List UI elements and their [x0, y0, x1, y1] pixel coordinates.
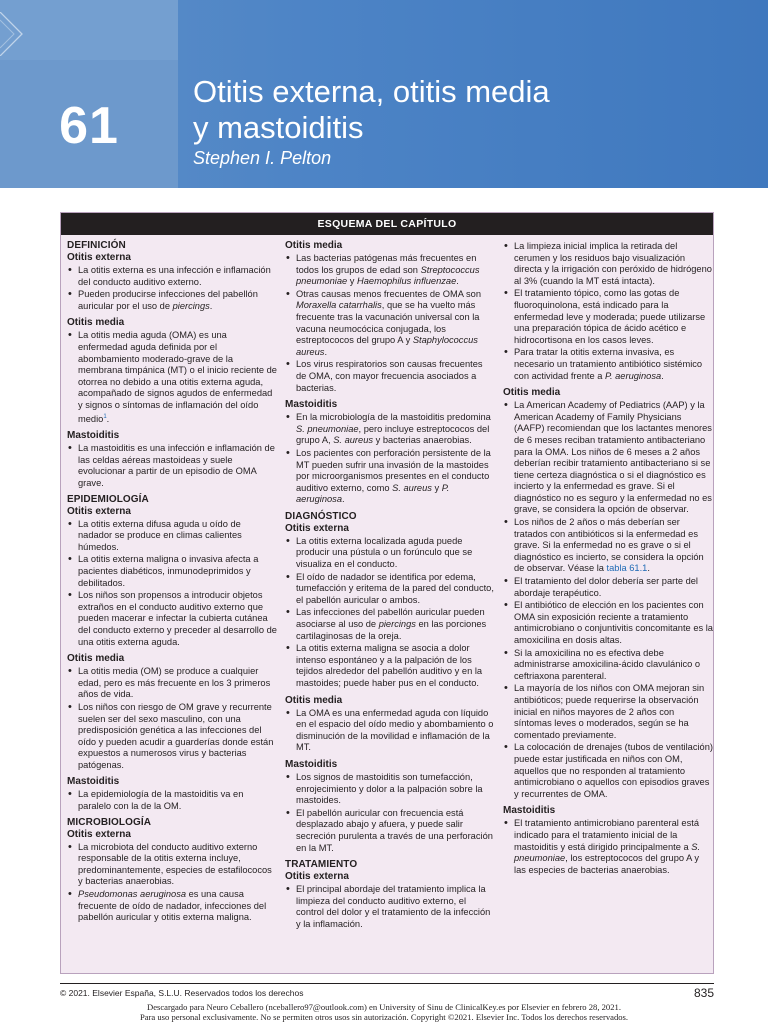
- bullet-text: El tratamiento antimicrobiano parenteral está indicado para el tratamiento inicial de la mastoiditis y está dirigido principalmente a: [514, 818, 700, 852]
- bullet-italic-text: P. aeruginosa: [296, 482, 450, 505]
- bullet-list: [285, 772, 495, 854]
- subheading-otitis-media: Otitis media: [67, 653, 125, 665]
- bullet-text: , pero incluye estreptococos del grupo A,: [296, 423, 490, 446]
- subheading-otitis-externa: Otitis externa: [67, 252, 131, 263]
- bullet-item: • La OMA es una enfermedad aguda con líquido en el espacio del oído medio y abombamiento o disminución de la movilidad e inflamación de la MT.: [285, 708, 495, 754]
- reference-superscript[interactable]: 1: [103, 413, 107, 420]
- bullet-list: [67, 519, 277, 649]
- bullet-text: en las porciones cartilaginosas de la oreja.: [296, 619, 487, 641]
- bullet-list: [67, 265, 277, 312]
- bullet-item: • El oído de nadador se identifica por edema, tumefacción y eritema de la pared del conducto, el pabellón auricular o ambos.: [285, 572, 495, 607]
- bullet-list: [285, 884, 495, 930]
- bullet-item: • Los virus respiratorios son causas frecuentes de OMA, con mayor frecuencia asociados a bacterias.: [285, 359, 495, 394]
- bullet-item: • El antibiótico de elección en los pacientes con OMA sin exposición reciente a tratamiento antimicrobiano o conjuntivitis concomitante es la amoxicilina en dosis altas.: [503, 600, 713, 646]
- bullet-item: • El tratamiento tópico, como las gotas de fluoroquinolona, está indicado para la enfermedad leve y moderada; puede utilizarse una preparación tópica de ácido acético e hidrocortisona en los casos leves.: [503, 288, 713, 346]
- bullet-item: [67, 330, 277, 425]
- bullet-item: • El principal abordaje del tratamiento implica la limpieza del conducto auditivo externo, el control del dolor y el tratamiento de la infección y la inflamación.: [285, 884, 495, 930]
- footer-divider: [60, 983, 714, 984]
- bullet-italic-text: Streptococcus pneumoniae: [296, 264, 480, 287]
- chapter-number-panel: [0, 0, 178, 188]
- page-number: 835: [693, 986, 714, 1000]
- section-heading-diagnostico: DIAGNÓSTICO: [285, 510, 357, 522]
- bullet-text: y bacterias anaerobias.: [373, 435, 472, 446]
- bullet-item: • Los signos de mastoiditis son tumefacción, enrojecimiento y dolor a la palpación sobre la mastoides.: [285, 772, 495, 807]
- bullet-italic-text: S. aureus: [392, 482, 432, 493]
- bullet-text: .: [456, 276, 459, 287]
- bullet-italic-text: piercings: [172, 300, 210, 311]
- outline-column-2: [285, 240, 495, 931]
- bullet-text: Pueden producirse infecciones del pabellón auricular por el uso de: [78, 289, 258, 311]
- section-heading-tratamiento: TRATAMIENTO: [285, 859, 358, 871]
- subheading-mastoiditis: Mastoiditis: [67, 430, 120, 442]
- chapter-title-line-2: y mastoiditis: [193, 110, 364, 145]
- bullet-item: • La otitis externa localizada aguda puede producir una pústula o un forúnculo que se visualiza en el conducto.: [285, 536, 495, 571]
- bullet-italic-text: Pseudomonas aeruginosa: [78, 889, 187, 900]
- download-notice-line-1: Descargado para Neuro Ceballero (nceballero97@outlook.com) en University of Sinu de ClinicalKey.es por Elsevier en febrero 28, 2021.: [147, 1002, 621, 1012]
- bullet-text: Otras causas menos frecuentes de OMA son: [296, 288, 481, 299]
- outline-column-1: [67, 240, 277, 924]
- section-heading-microbiologia: MICROBIOLOGÍA: [67, 816, 152, 828]
- bullet-text: Las infecciones del pabellón auricular pueden asociarse al uso de: [296, 607, 485, 630]
- bullet-item: • La otitis externa maligna o invasiva afecta a pacientes diabéticos, inmunodeprimidos y debilitados.: [67, 554, 277, 589]
- footer-copyright: © 2021. Elsevier España, S.L.U. Reservados todos los derechos: [60, 988, 304, 998]
- bullet-list: [285, 253, 495, 394]
- bullet-text: y: [347, 276, 358, 287]
- bullet-item: • La otitis externa difusa aguda u oído de nadador se produce en climas calientes húmedos.: [67, 519, 277, 554]
- bullet-italic-text: P. aeruginosa: [604, 370, 662, 381]
- bullet-italic-text: S. pneumoniae: [514, 841, 701, 864]
- bullet-text: es una causa frecuente de oído de nadador, infecciones del pabellón auricular y otitis externa maligna.: [78, 889, 267, 923]
- chapter-header: [0, 0, 768, 188]
- bullet-list: [67, 842, 277, 924]
- bullet-item: [285, 253, 495, 288]
- bullet-list: [67, 443, 277, 489]
- subheading-otitis-media: Otitis media: [285, 240, 343, 251]
- bullet-item: • El tratamiento del dolor debería ser parte del abordaje terapéutico.: [503, 576, 713, 599]
- bullet-italic-text: Moraxella catarrhalis: [296, 300, 382, 311]
- bullet-item: • La limpieza inicial implica la retirada del cerumen y los residuos bajo visualización directa y la irrigación con peróxido de hidrógeno al 3% (cuando la MT está intacta).: [503, 241, 713, 287]
- table-61-1-link[interactable]: tabla 61.1: [606, 563, 648, 574]
- bullet-item: • La otitis externa es una infección e inflamación del conducto auditivo externo.: [67, 265, 277, 288]
- bullet-text: Las bacterias patógenas más frecuentes en todos los grupos de edad son: [296, 253, 477, 275]
- bullet-list: [503, 241, 713, 382]
- bullet-item: [503, 517, 713, 575]
- subheading-mastoiditis: Mastoiditis: [67, 776, 120, 788]
- bullet-item: • Los niños con riesgo de OM grave y recurrente suelen ser del sexo masculino, con una predisposición genética a las infecciones del oído y pueden acudir a guarderías donde están expuestos a numerosos virus y bacterias patógenas.: [67, 702, 277, 772]
- subheading-mastoiditis: Mastoiditis: [285, 758, 338, 770]
- bullet-list: [503, 400, 713, 800]
- chapter-title: [193, 74, 753, 146]
- bullet-list: [67, 666, 277, 771]
- bullet-item: • La mastoiditis es una infección e inflamación de las celdas aéreas mastoideas y suele evolucionar a partir de un episodio de OMA grave.: [67, 443, 277, 489]
- bullet-item: • La mayoría de los niños con OMA mejoran sin antibióticos; puede requerirse la observación inicial en niños mayores de 2 años con síntomas leves o moderados, según se ha comentado previamente.: [503, 683, 713, 741]
- bullet-text: .: [647, 563, 650, 574]
- bullet-item: • La American Academy of Pediatrics (AAP) y la American Academy of Family Physicians (AAFP) recomiendan que los lactantes menores de 6 meses reciban tratamiento antibacteriano para la OMA. Los niños de 6 meses a 2 años deberían recibir tratamiento antibacteriano si se tiene certeza diagnóstica o si el diagnóstico es incierto y la enfermedad es grave. Si el diagnóstico no es seguro y la enfermedad no es grave, se considera la opción de observar.: [503, 400, 713, 516]
- bullet-list: [285, 412, 495, 506]
- outline-heading: ESQUEMA DEL CAPÍTULO: [61, 213, 713, 235]
- corner-ornament-icon: [0, 12, 24, 56]
- chapter-number: 61: [59, 97, 119, 155]
- bullet-item: • La epidemiología de la mastoiditis va en paralelo con la de la OM.: [67, 789, 277, 812]
- bullet-item: [67, 889, 277, 924]
- bullet-text: .: [661, 370, 664, 381]
- bullet-list: [285, 536, 495, 690]
- bullet-text: Los pacientes con perforación persistente de la MT pueden sufrir una invasión de la mastoides por microorganismos presentes en el conducto auditivo externo, como: [296, 447, 491, 493]
- number-panel-shade: [0, 0, 178, 60]
- bullet-text: , los estreptococos del grupo A y las especies de bacterias anaerobias.: [514, 853, 700, 875]
- bullet-item: • Si la amoxicilina no es efectiva debe administrarse amoxicilina-ácido clavulánico o ceftriaxona parenteral.: [503, 648, 713, 683]
- chapter-outline-box: [60, 212, 714, 974]
- subheading-otitis-externa: Otitis externa: [285, 871, 349, 883]
- bullet-item: [285, 412, 495, 447]
- subheading-otitis-externa: Otitis externa: [67, 505, 131, 517]
- bullet-list: [67, 330, 277, 425]
- bullet-item: • La colocación de drenajes (tubos de ventilación) puede estar justificada en niños con OM, aquellos que no responden al tratamiento antimicrobiano o aquellos con episodios graves y recurrentes de OMA.: [503, 742, 713, 800]
- bullet-italic-text: Staphylococcus aureus: [296, 335, 478, 357]
- bullet-text: .: [342, 494, 345, 505]
- bullet-list: [285, 708, 495, 754]
- bullet-text: y: [431, 482, 442, 493]
- download-notice-line-2: Para uso personal exclusivamente. No se permiten otros usos sin autorización. Copyright ©2021. Elsevier Inc. Todos los derechos reservados.: [139, 1012, 629, 1023]
- bullet-text: .: [324, 346, 328, 357]
- subheading-otitis-media: Otitis media: [67, 317, 125, 329]
- bullet-text: La otitis media aguda (OMA) es una enfermedad aguda definida por el abombamiento moderado-grave de la membrana timpánica (MT) o el inicio reciente de otorrea no debido a una otitis externa aguda, acompañado de signos agudos de enfermedad y signos o síntomas de inflamación del oído medio: [78, 330, 277, 424]
- bullet-list: [67, 789, 277, 812]
- bullet-item: • El pabellón auricular con frecuencia está desplazado abajo y afuera, y puede salir secreción purulenta a través de una perforación en la MT.: [285, 808, 495, 854]
- bullet-text: Para tratar la otitis externa invasiva, es necesario un tratamiento antibiótico sistémico con actividad frente a: [514, 347, 703, 381]
- bullet-text: En la microbiología de la mastoiditis predomina: [296, 412, 491, 423]
- outline-column-3: [503, 240, 713, 876]
- bullet-item: • La microbiota del conducto auditivo externo responsable de la otitis externa incluye, predominantemente, especies de estafilococos y bacterias anaerobias.: [67, 842, 277, 888]
- bullet-text: .: [106, 413, 110, 424]
- bullet-item: • La otitis externa maligna se asocia a dolor intenso espontáneo y a la palpación de los tejidos alrededor del pabellón auditivo y en la mastoides; puede haber pus en el conducto.: [285, 643, 495, 689]
- bullet-item: [503, 818, 713, 876]
- download-notice: [0, 1002, 768, 1023]
- bullet-item: • La otitis media (OM) se produce a cualquier edad, pero es más frecuente en los 3 primeros años de vida.: [67, 666, 277, 701]
- bullet-italic-text: S. pneumoniae: [296, 423, 359, 434]
- section-heading-epidemiologia: EPIDEMIOLOGÍA: [67, 493, 149, 505]
- subheading-mastoiditis: Mastoiditis: [285, 399, 338, 411]
- bullet-italic-text: piercings: [378, 619, 416, 630]
- chapter-title-line-1: Otitis externa, otitis media: [193, 74, 550, 109]
- bullet-item: [67, 289, 277, 312]
- subheading-mastoiditis: Mastoiditis: [503, 805, 556, 817]
- bullet-italic-text: Haemophilus influenzae: [357, 276, 457, 287]
- subheading-otitis-externa: Otitis externa: [67, 828, 131, 840]
- bullet-text: .: [209, 300, 213, 311]
- bullet-text: Los niños de 2 años o más deberían ser tratados con antibióticos si la enfermedad es grave. Si la enfermedad no es grave o si el diagnóstico es incierto, se considera la opción de observar. Véase la: [514, 517, 704, 574]
- bullet-item: [503, 347, 713, 382]
- bullet-item: [285, 607, 495, 642]
- subheading-otitis-media: Otitis media: [285, 694, 343, 706]
- section-heading-definicion: DEFINICIÓN: [67, 240, 126, 251]
- bullet-item: [285, 289, 495, 359]
- bullet-item: • Los niños son propensos a introducir objetos extraños en el conducto auditivo externo que pueden macerar e infectar la cubierta cutánea del conducto externo y preceder al desarrollo de una otitis externa aguda.: [67, 590, 277, 648]
- bullet-text: , que se ha vuelto más frecuente tras la vacunación universal con la vacuna neumocócica conjugada, los estreptococos del grupo A y: [296, 300, 480, 346]
- subheading-otitis-media: Otitis media: [503, 387, 561, 399]
- bullet-item: [285, 448, 495, 506]
- chapter-author: Stephen I. Pelton: [193, 148, 332, 168]
- subheading-otitis-externa: Otitis externa: [285, 522, 349, 534]
- bullet-italic-text: S. aureus: [333, 435, 374, 446]
- bullet-list: [503, 818, 713, 876]
